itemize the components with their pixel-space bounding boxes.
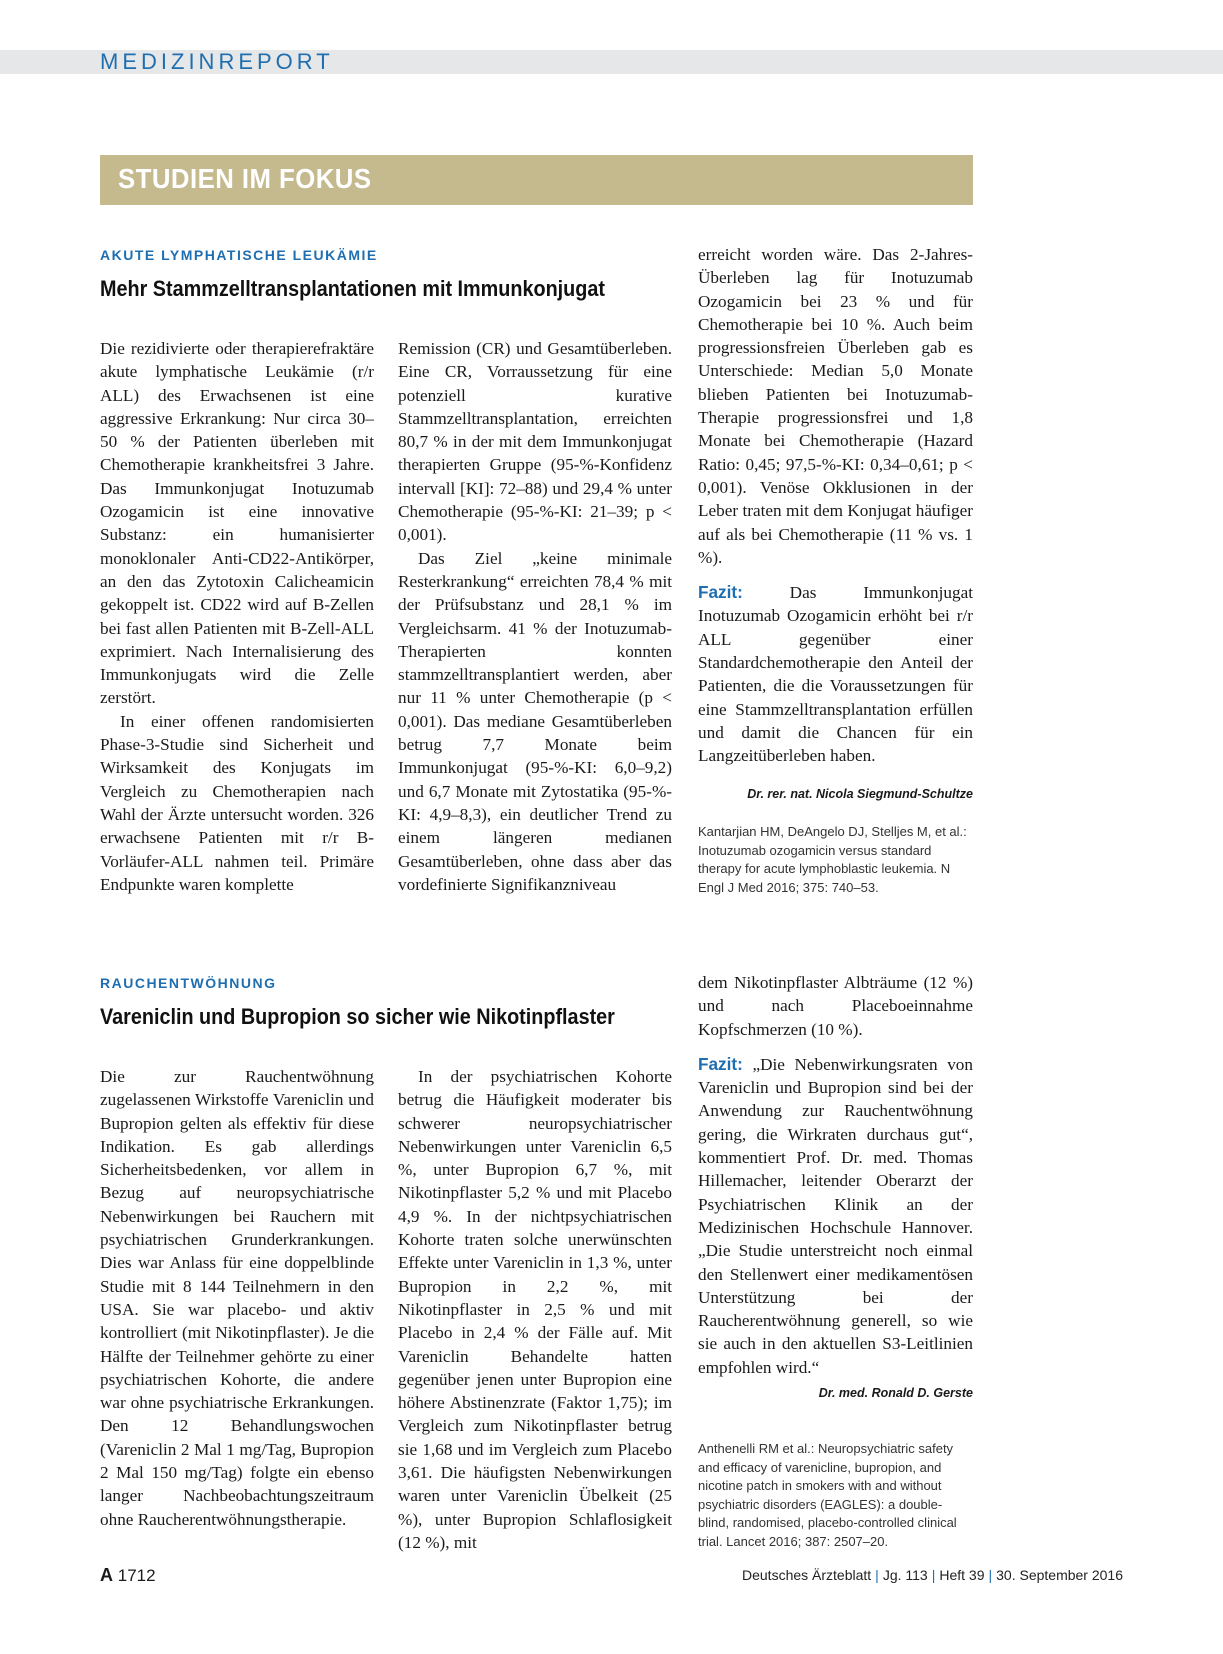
page-number-value: 1712 xyxy=(117,1566,156,1585)
article1-paragraph: In einer offenen randomisierten Phase-3-Studie sind Sicherheit und Wirksamkeit des Konjugats im Vergleich zu Chemotherapien nach Wahl der Ärzte untersucht worden. 326 erwachsene Patienten mit r/r B-Vorläufer-ALL nahmen teil. Primäre Endpunkte waren komplette xyxy=(100,711,374,894)
article1-paragraph: Remission (CR) und Gesamtüberleben. Eine CR, Vorraussetzung für eine potenziell kurative Stammzelltransplantation, erreichten 80,7 % in der mit dem Immunkonjugat therapierten Gruppe (95-%-Konfidenz intervall [KI]: 72–88) und 29,4 % unter Chemotherapie (95-%-KI: 21–39; p < 0,001). xyxy=(398,339,672,545)
article2-paragraph: In der psychiatrischen Kohorte betrug die Häufigkeit moderater bis schwerer neuropsychiatrischer Nebenwirkungen unter Vareniclin 6,5 %, unter Bupropion 6,7 %, mit Nikotinpflaster 5,2 % und mit Placebo 4,9 %. In der nichtpsychiatrischen Kohorte traten solche unerwünschten Effekte unter Vareniclin in 1,3 %, unter Bupropion in 2,2 %, mit Nikotinpflaster in 2,5 % und mit Placebo in 2,4 % der Fälle auf. Mit Vareniclin Behandelte hatten gegenüber jenen unter Bupropion eine höhere Abstinenzrate (Faktor 1,75); im Vergleich zum Nikotinpflaster betrug sie 1,68 und im Vergleich zum Placebo 3,61. Die häufigsten Nebenwirkungen waren unter Vareniclin Übelkeit (25 %), unter Bupropion Schlaflosigkeit (12 %), mit xyxy=(398,1067,672,1552)
article1-author: Dr. rer. nat. Nicola Siegmund-Schultze xyxy=(747,787,973,801)
article1-column-3 xyxy=(698,243,973,768)
article1-headline: Mehr Stammzelltransplantationen mit Immunkonjugat xyxy=(100,276,605,301)
fazit-label: Fazit: xyxy=(698,1053,743,1074)
journal-date: 30. September 2016 xyxy=(996,1567,1123,1583)
article2-column-1 xyxy=(100,1065,374,1531)
section-label: MEDIZINREPORT xyxy=(100,49,334,74)
article2-paragraph: dem Nikotinpflaster Albträume (12 %) und nach Placeboeinnahme Kopfschmerzen (10 %). xyxy=(698,973,973,1039)
article1-paragraph: Die rezidivierte oder therapierefraktäre akute lymphatische Leukämie (r/r ALL) des Erwachsenen ist eine aggressive Erkrankung: Nur circa 30–50 % der Patienten überleben mit Chemotherapie krankheitsfrei 3 Jahre. Das Immunkonjugat Inotuzumab Ozogamicin ist eine innovative Substanz: ein humanisierter monoklonaler Anti-CD22-Antikörper, an den das Zytotoxin Calicheamicin gekoppelt ist. CD22 wird auf B-Zellen bei fast allen Patienten mit B-Zell-ALL exprimiert. Nach Internalisierung des Immunkonjugats wird die Zelle zerstört. xyxy=(100,339,374,708)
article1-fazit xyxy=(698,581,973,767)
page-prefix: A xyxy=(100,1565,113,1585)
article1-column-1 xyxy=(100,337,374,896)
article2-kicker: RAUCHENTWÖHNUNG xyxy=(100,975,277,991)
page-number xyxy=(100,1565,156,1586)
studien-banner xyxy=(100,155,973,205)
banner-title: STUDIEN IM FOKUS xyxy=(118,163,372,194)
article1-reference: Kantarjian HM, DeAngelo DJ, Stelljes M, et al.: Inotuzumab ozogamicin versus standard therapy for acute lymphoblastic leukemia. N Engl J Med 2016; 375: 740–53. xyxy=(698,824,967,895)
article1-kicker: AKUTE LYMPHATISCHE LEUKÄMIE xyxy=(100,247,378,263)
article2-fazit xyxy=(698,1053,973,1401)
journal-name: Deutsches Ärzteblatt xyxy=(742,1567,872,1583)
journal-volume: Jg. 113 xyxy=(882,1567,928,1583)
article1-paragraph: Das Ziel „keine minimale Resterkrankung“ erreichten 78,4 % mit der Prüfsubstanz und 28,1 % im Vergleichsarm. 41 % der Inotuzumab-Therapierten konnten stammzelltransplantiert werden, aber nur 11 % unter Chemotherapie (p < 0,001). Das mediane Gesamtüberleben betrug 7,7 Monate beim Immunkonjugat (95-%-KI: 6,0–9,2) und 6,7 Monate mit Zytostatika (95-%-KI: 4,9–8,3), ein deutlicher Trend zu einem längeren medianen Gesamtüberleben, ohne dass aber das vordefinierte Signifikanzniveau xyxy=(398,548,672,894)
article2-paragraph: Die zur Rauchentwöhnung zugelassenen Wirkstoffe Vareniclin und Bupropion gelten als effektiv für diese Indikation. Es gab allerdings Sicherheitsbedenken, vor allem in Bezug auf neuropsychiatrische Nebenwirkungen bei Rauchern mit psychiatrischen Grunderkrankungen. Dies war Anlass für eine doppelblinde Studie mit 8 144 Teilnehmern in den USA. Sie war placebo- und aktiv kontrolliert (mit Nikotinpflaster). Je die Hälfte der Teilnehmer gehörte zu einer psychiatrischen Kohorte, die andere war ohne psychiatrische Erkrankungen. Den 12 Behandlungswochen (Vareniclin 2 Mal 1 mg/Tag, Bupropion 2 Mal 150 mg/Tag) folgte ein ebenso langer Nachbeobachtungszeitraum ohne Raucherentwöhnungstherapie. xyxy=(100,1067,374,1529)
article2-column-2 xyxy=(398,1065,672,1554)
journal-issue: Heft 39 xyxy=(939,1567,985,1583)
article2-headline: Vareniclin und Bupropion so sicher wie Nikotinpflaster xyxy=(100,1004,615,1029)
fazit-text: Das Immunkonjugat Inotuzumab Ozogamicin erhöht bei r/r ALL gegenüber einer Standardchemotherapie den Anteil der Patienten, die die Voraussetzungen für eine Stammzelltransplantation erfüllen und damit die Chancen für ein Langzeitüberleben haben. xyxy=(698,583,973,766)
article2-reference: Anthenelli RM et al.: Neuropsychiatric safety and efficacy of varenicline, bupropion, and nicotine patch in smokers with and without psychiatric disorders (EAGLES): a double-blind, randomised, placebo-controlled clinical trial. Lancet 2016; 387: 2507–20. xyxy=(698,1441,957,1549)
article2-author: Dr. med. Ronald D. Gerste xyxy=(818,1386,973,1401)
fazit-text: „Die Nebenwirkungsraten von Vareniclin und Bupropion sind bei der Anwendung zur Rauchentwöhnung gering, die Wirkraten durchaus gut“, kommentiert Prof. Dr. med. Thomas Hillemacher, leitender Oberarzt der Psychiatrischen Klinik an der Medizinischen Hochschule Hannover. „Die Studie unterstreicht noch einmal den Stellenwert einer medikamentösen Unterstützung bei der Raucherentwöhnung generell, so wie sie auch in den aktuellen S3-Leitlinien empfohlen wird.“ xyxy=(698,1054,973,1377)
journal-info: Deutsches Ärzteblatt | Jg. 113 | Heft 39 | 30. September 2016 xyxy=(742,1567,1123,1583)
article2-column-3 xyxy=(698,971,973,1405)
fazit-label: Fazit: xyxy=(698,582,743,603)
article1-column-2 xyxy=(398,337,672,896)
article1-paragraph: erreicht worden wäre. Das 2-Jahres-Überleben lag für Inotuzumab Ozogamicin bei 23 % und für Chemotherapie bei 10 %. Auch beim progressionsfreien Überleben gab es Unterschiede: Median 5,0 Monate blieben Patienten bei Inotuzumab-Therapie progressionsfrei und 1,8 Monate bei Chemotherapie (Hazard Ratio: 0,45; 97,5-%-KI: 0,34–0,61; p < 0,001). Venöse Okklusionen in der Leber traten mit dem Konjugat häufiger auf als bei Chemotherapie (11 % vs. 1 %). xyxy=(698,245,973,567)
